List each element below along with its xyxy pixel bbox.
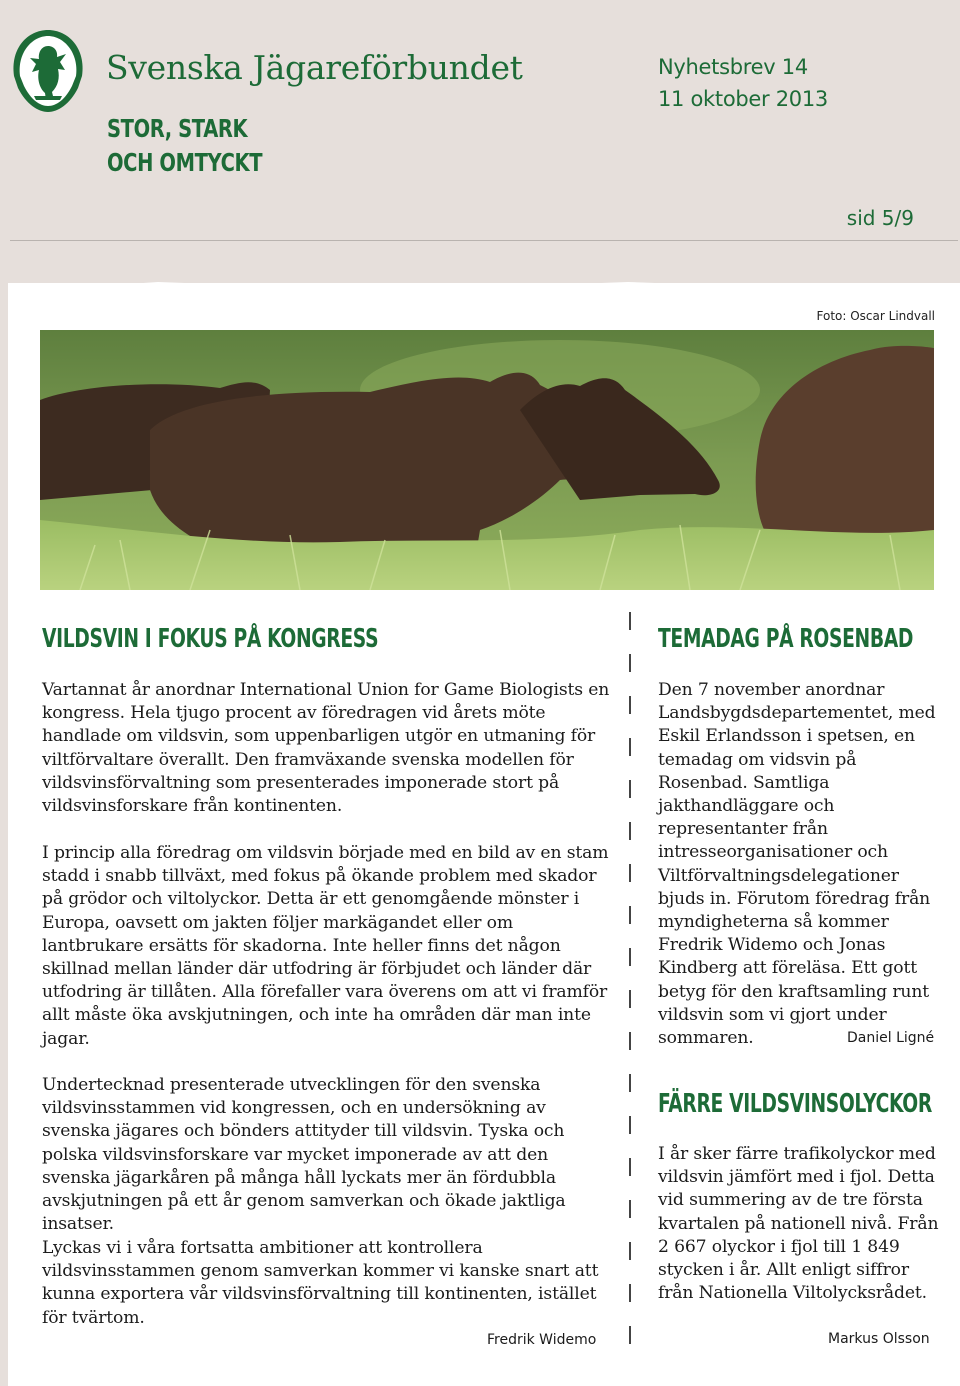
article-signature: Fredrik Widemo [487,1332,597,1348]
article-paragraph: Vartannat år anordnar International Union for Game Biologists en kongress. Hela tjugo procent av föredragen vid årets möte handlade om vildsvin, som uppenbarligen utgör en utmaning för viltförvaltare överallt. Den framväxande svenska modellen för vildsvinsförvaltning som presenterades imponerade stort på vildsvinsforskare från kontinenten. [42,680,610,817]
tagline [107,112,262,180]
header-divider [10,240,958,241]
article-body: Den 7 november anordnar Landsbygdsdepartementet, med Eskil Erlandsson i spetsen, en temadag om vidsvin på Rosenbad. Samtliga jakthandläggare och representanter från intresseorganisationer och Viltförvaltningsdelegationer bjuds in. Förutom föredrag från myndigheterna så kommer Fredrik Widemo och Jonas Kindberg att föreläsa. Ett gott betyg för den kraftsamling runt vildsvin som vi gjort under sommaren. [658,680,936,1049]
article-heading-accidents: FÄRRE VILDSVINSOLYCKOR [658,1089,932,1119]
newsletter-info [658,51,828,115]
page-number: sid 5/9 [846,206,914,230]
article-signature: Markus Olsson [828,1331,930,1347]
newsletter-header [0,0,960,240]
article-paragraph: Undertecknad presenterade utvecklingen för den svenska vildsvinsstammen vid kongressen, och en undersökning av svenska jägares och bönders attityder till vildsvin. Tyska och polska vildsvinsforskare var mycket imponerade av att den svenska jägarkåren på många håll lyckats mer än fördubbla avskjutningen på ett år genom samverkan och ökade jaktliga insatser. [42,1075,566,1235]
torn-paper-edge [8,281,960,291]
article-heading-rosenbad: TEMADAG PÅ ROSENBAD [658,624,914,654]
column-divider [629,612,631,1352]
article-body: I år sker färre trafikolyckor med vildsvin jämfört med i fjol. Detta vid summering av de tre första kvartalen på nationell nivå. Från 2 667 olyckor i fjol till 1 849 stycken i år. Allt enligt siffror från Nationella Viltolycksrådet. [658,1144,939,1304]
newsletter-label: Nyhetsbrev 14 [658,55,808,79]
photo-credit: Foto: Oscar Lindvall [816,309,935,323]
article-heading-congress: VILDSVIN I FOKUS PÅ KONGRESS [42,624,379,654]
article-paragraph: I princip alla föredrag om vildsvin började med en bild av en stam stadd i snabb tillväxt, med fokus på ökande problem med skador på grödor och viltolyckor. Detta är ett genomgående mönster i Europa, oavsett om jakten följer markägandet eller om lantbrukare ersätts för skadorna. Inte heller finns det någon skillnad mellan länder där utfodring är förbjudet och länder där utfodring är tillåten. Alla förefaller vara överens om att vi framför allt måste öka avskjutningen, och inte ha områden där man inte jagar. [42,843,609,1049]
tagline-line-1: STOR, STARK [107,114,248,143]
tagline-line-2: OCH OMTYCKT [107,148,263,177]
organization-name: Svenska Jägareförbundet [106,48,523,87]
article-paragraph: Lyckas vi i våra fortsatta ambitioner att kontrollera vildsvinsstammen genom samverkan kommer vi kanske snart att kunna exportera vår vildsvinsförvaltning till kontinenten, istället för tvärtom. [42,1238,599,1328]
newsletter-date: 11 oktober 2013 [658,87,828,111]
wild-boar-photo [40,330,934,590]
hunters-association-logo [8,26,88,114]
article-signature: Daniel Ligné [847,1030,935,1046]
